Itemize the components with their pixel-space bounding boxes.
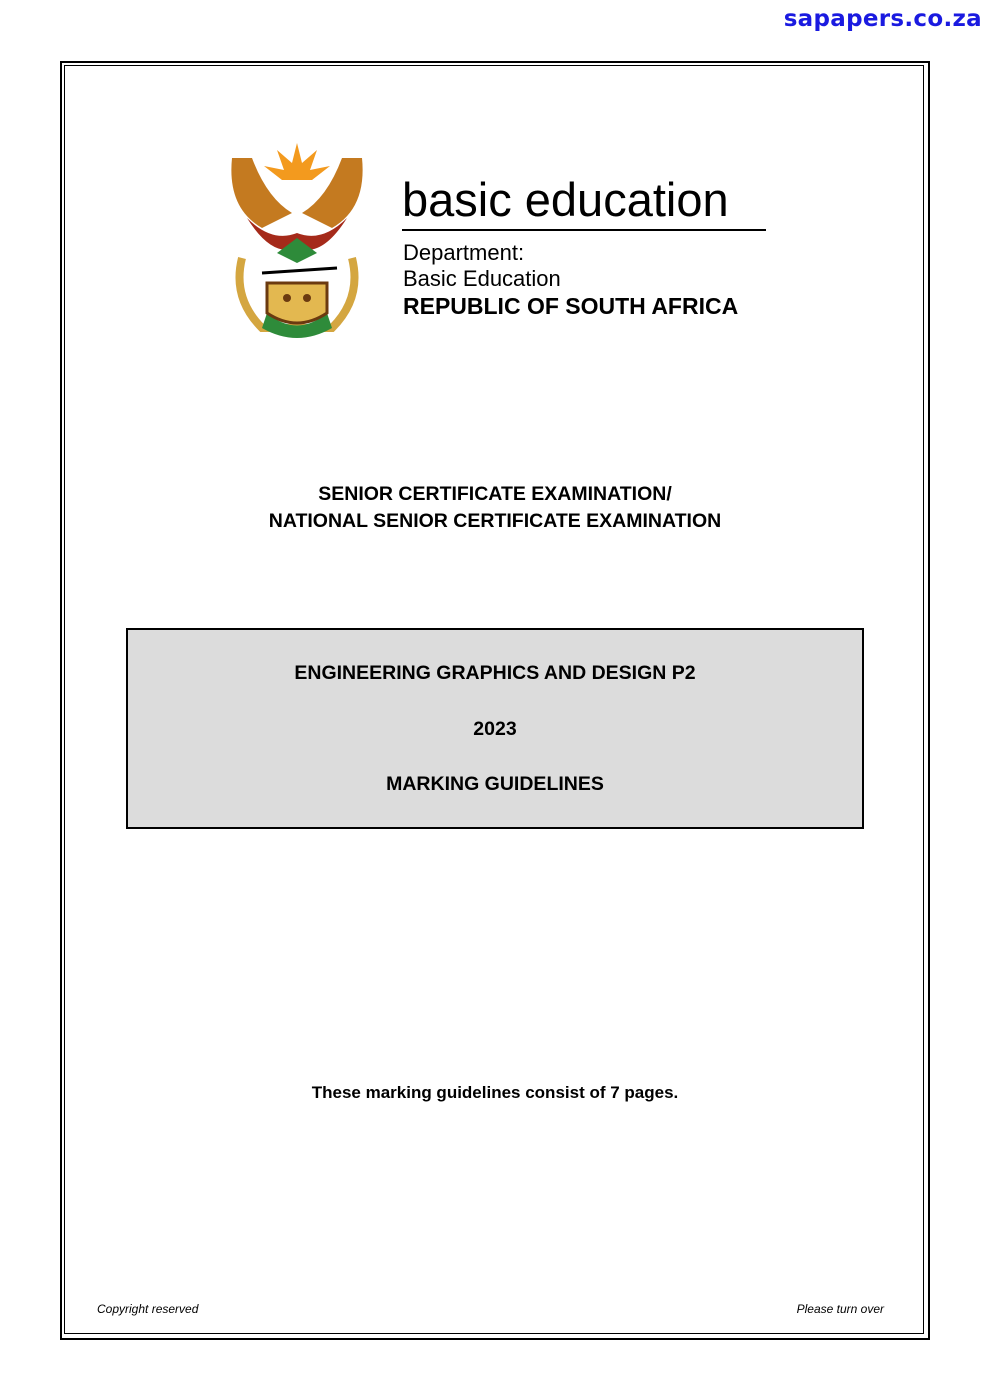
exam-title-line-2: NATIONAL SENIOR CERTIFICATE EXAMINATION (268, 510, 722, 532)
subject-title: ENGINEERING GRAPHICS AND DESIGN P2 (294, 662, 696, 684)
page-count-note: These marking guidelines consist of 7 pages. (311, 1083, 679, 1102)
brand-name: basic education (402, 173, 729, 226)
country-name: REPUBLIC OF SOUTH AFRICA (403, 293, 739, 319)
exam-title-line-1: SENIOR CERTIFICATE EXAMINATION/ (318, 483, 672, 505)
logo-divider (402, 229, 766, 231)
footer-copyright: Copyright reserved (97, 1302, 199, 1316)
dbe-logo (207, 120, 777, 350)
footer-turn-over: Please turn over (796, 1302, 884, 1316)
document-type: MARKING GUIDELINES (386, 773, 604, 795)
title-box (126, 628, 864, 829)
watermark-link[interactable]: sapapers.co.za (783, 6, 982, 32)
department-label: Department: (403, 240, 525, 265)
department-name: Basic Education (403, 266, 561, 291)
exam-title (0, 481, 990, 535)
coat-of-arms-icon (222, 138, 372, 338)
department-text (403, 240, 561, 292)
exam-year: 2023 (473, 718, 517, 740)
